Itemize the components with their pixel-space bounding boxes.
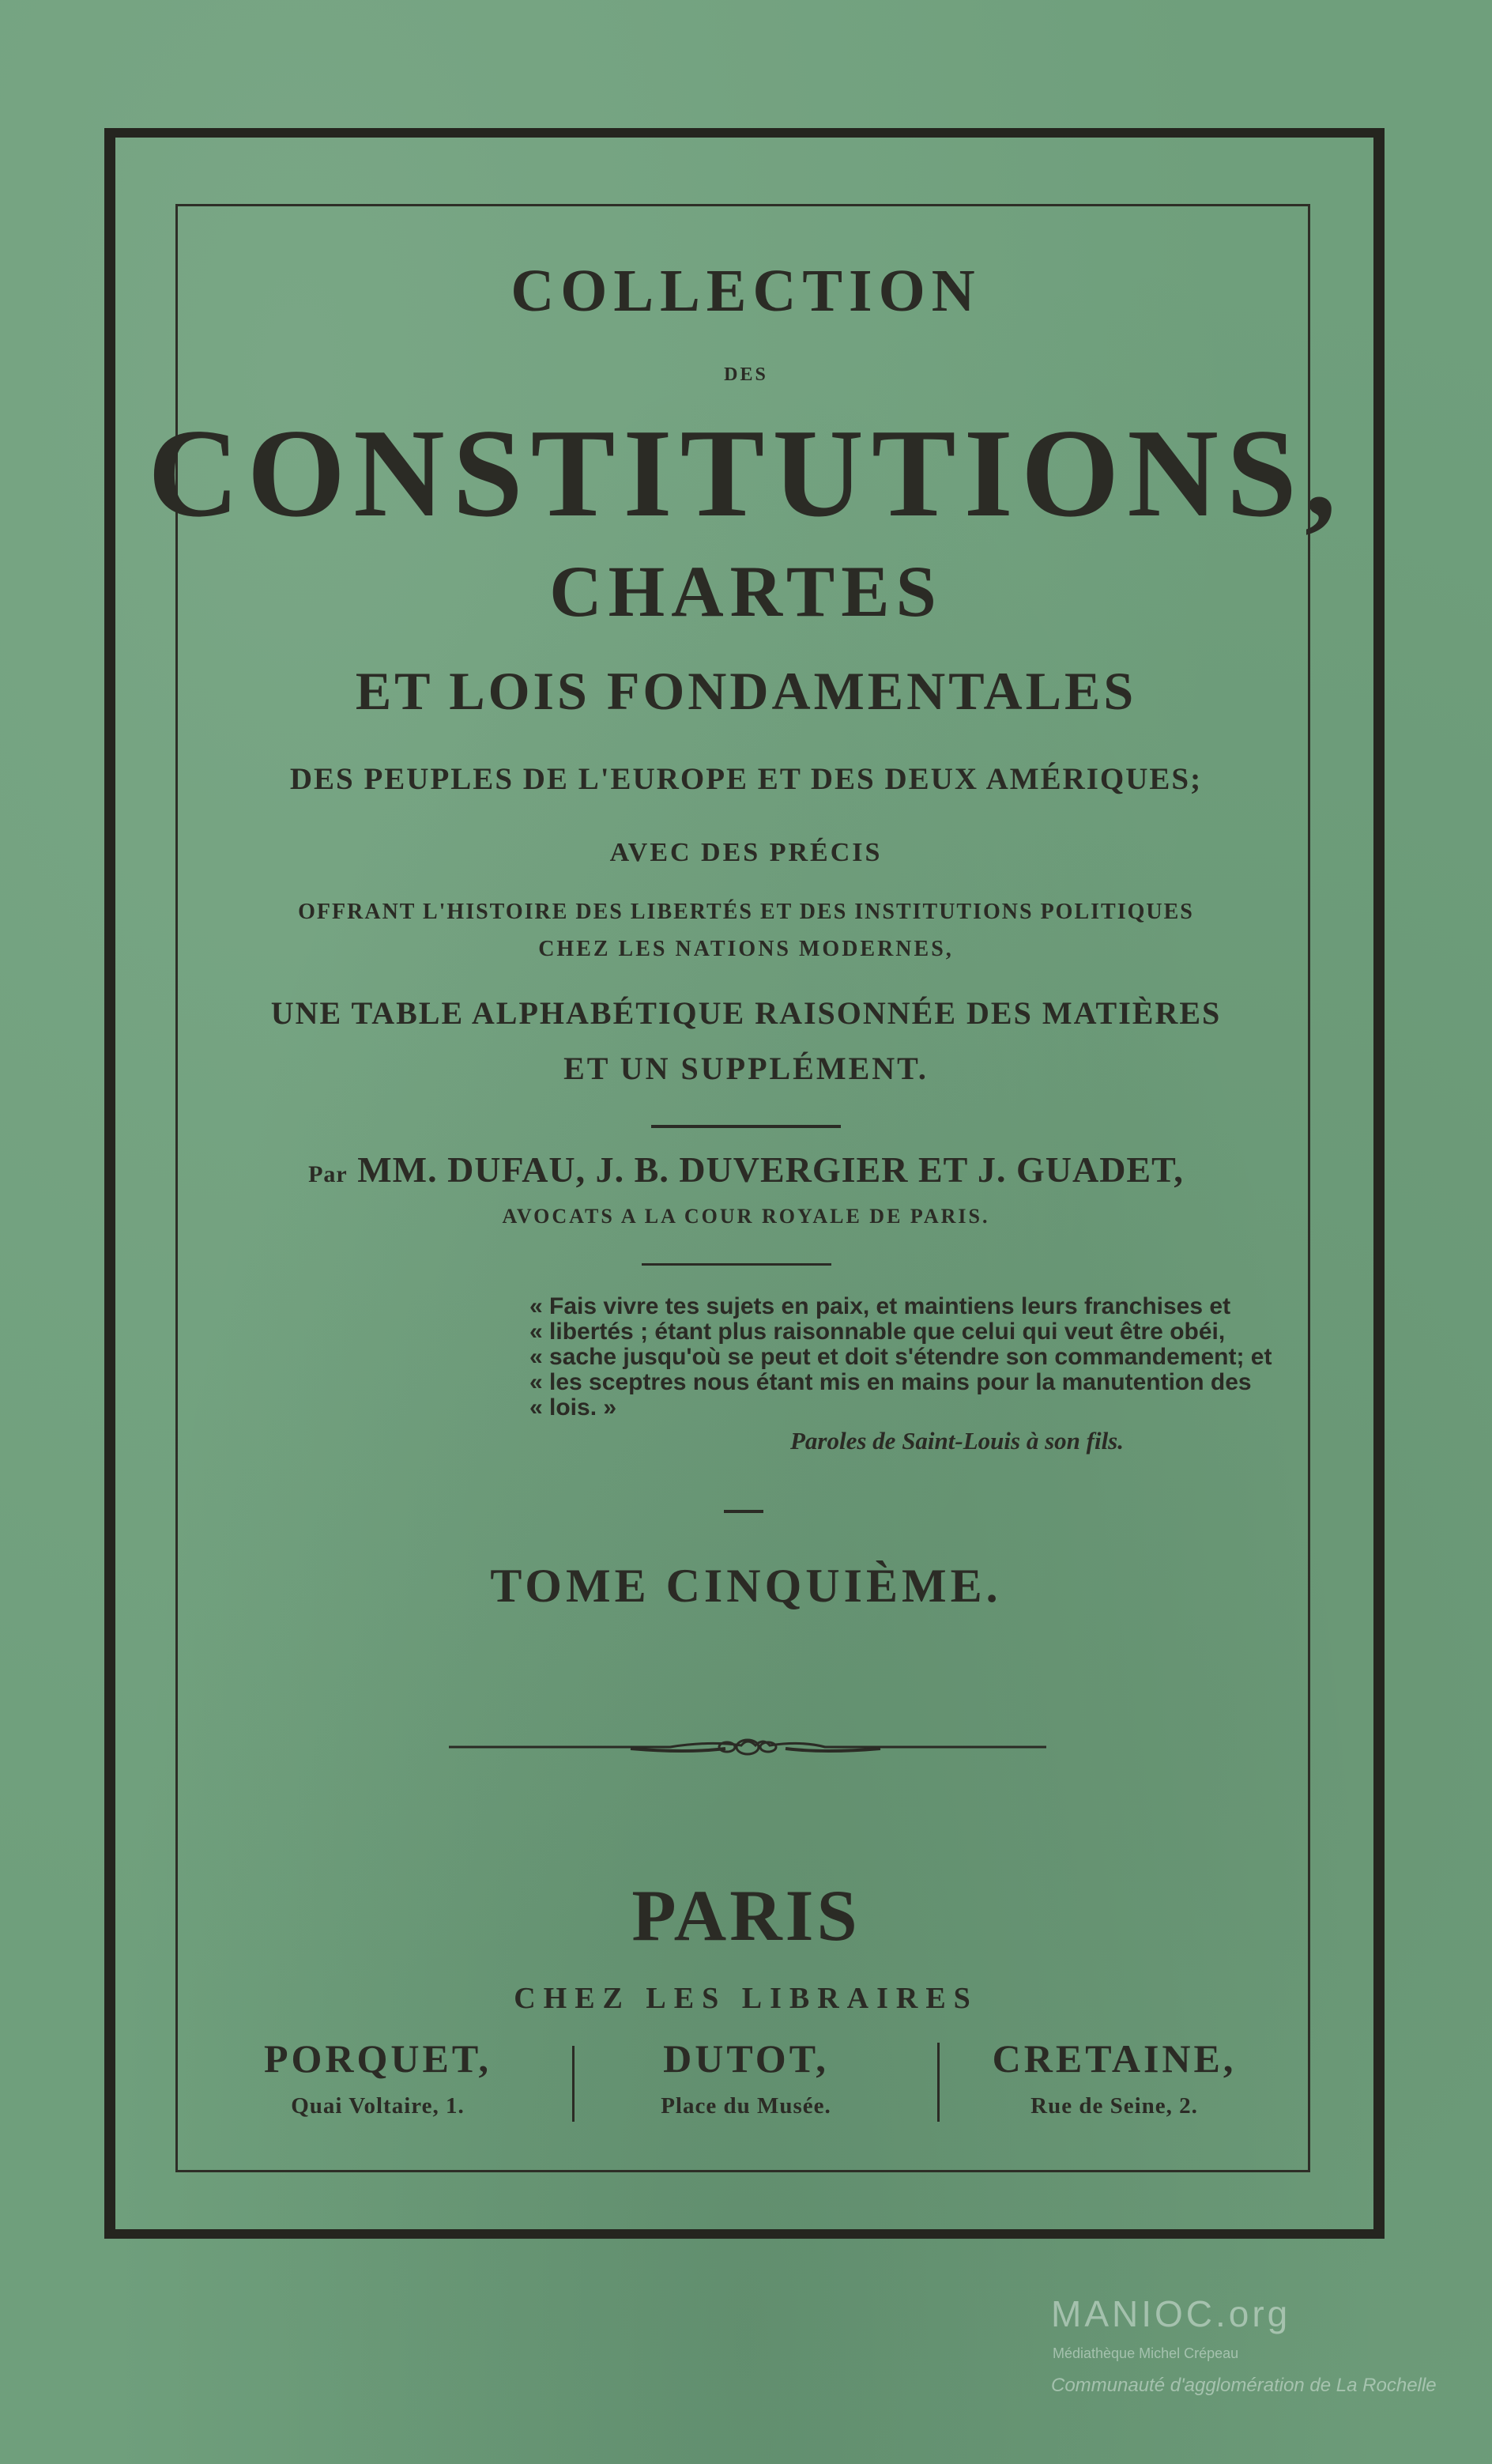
epigraph-line: « les sceptres nous étant mis en mains pour la manutention des <box>529 1369 1252 1395</box>
watermark-library: Médiathèque Michel Crépeau <box>1053 2345 1239 2361</box>
subtitle-supplement: ET UN SUPPLÉMENT. <box>563 1051 929 1086</box>
divider-rule <box>724 1510 763 1513</box>
title-des: DES <box>724 364 768 385</box>
publisher-separator <box>937 2043 940 2122</box>
imprint-city: PARIS <box>631 1875 861 1956</box>
watermark-community: Communauté d'agglomération de La Rochelle <box>1051 2375 1437 2396</box>
epigraph-line: « lois. » <box>529 1394 617 1421</box>
subtitle-table: UNE TABLE ALPHABÉTIQUE RAISONNÉE DES MATIÈRES <box>270 995 1222 1031</box>
publisher-name: DUTOT, <box>663 2036 829 2081</box>
publisher-name: CRETAINE, <box>992 2036 1237 2081</box>
authors-names: MM. DUFAU, J. B. DUVERGIER ET J. GUADET, <box>357 1149 1184 1190</box>
volume-label: TOME CINQUIÈME. <box>490 1560 1002 1612</box>
publisher-address: Quai Voltaire, 1. <box>291 2093 465 2119</box>
title-constitutions: CONSTITUTIONS, <box>148 402 1344 543</box>
divider-rule <box>642 1263 831 1266</box>
title-chartes: CHARTES <box>549 551 943 632</box>
epigraph-line: « sache jusqu'où se peut et doit s'étendre son commandement; et <box>529 1344 1272 1370</box>
authors-affiliation: AVOCATS A LA COUR ROYALE DE PARIS. <box>502 1205 990 1228</box>
publisher-address: Place du Musée. <box>661 2093 831 2119</box>
imprint-chez-libraires: CHEZ LES LIBRAIRES <box>514 1982 978 2015</box>
epigraph-line: « Fais vivre tes sujets en paix, et maintiens leurs franchises et <box>529 1293 1231 1319</box>
divider-rule <box>651 1125 841 1128</box>
epigraph-attribution: Paroles de Saint-Louis à son fils. <box>790 1427 1124 1455</box>
subtitle-chez-nations: CHEZ LES NATIONS MODERNES, <box>538 937 954 961</box>
par-prefix: Par <box>308 1161 348 1187</box>
title-collection: COLLECTION <box>511 258 981 324</box>
authors-line <box>0 1149 1492 1190</box>
title-lois-fondamentales: ET LOIS FONDAMENTALES <box>355 661 1137 721</box>
publisher-name: PORQUET, <box>263 2036 492 2081</box>
publisher-separator <box>572 2046 575 2122</box>
ornament-divider <box>449 1731 1046 1763</box>
subtitle-offrant: OFFRANT L'HISTOIRE DES LIBERTÉS ET DES INSTITUTIONS POLITIQUES <box>298 900 1194 924</box>
epigraph-line: « libertés ; étant plus raisonnable que celui qui veut être obéi, <box>529 1319 1226 1345</box>
subtitle-avec-precis: AVEC DES PRÉCIS <box>609 838 883 867</box>
watermark-brand: MANIOC.org <box>1051 2293 1291 2334</box>
subtitle-peuples: DES PEUPLES DE L'EUROPE ET DES DEUX AMÉRIQUES; <box>289 762 1203 796</box>
publisher-address: Rue de Seine, 2. <box>1030 2093 1198 2119</box>
